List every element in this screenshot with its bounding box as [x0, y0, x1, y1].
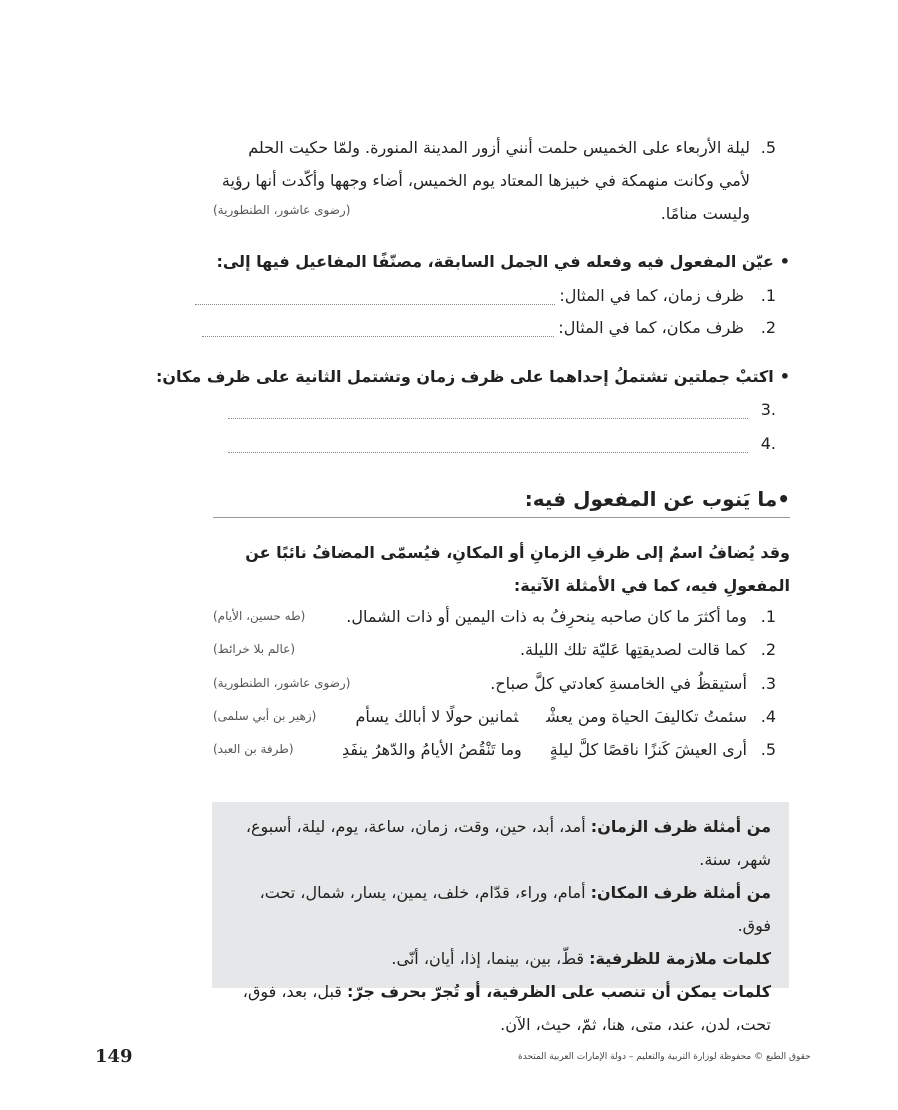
verse-hemistich-2: وما تَنْقُصُ الأيامُ والدّهرُ ينفَدِ	[341, 740, 522, 759]
section-divider	[213, 517, 790, 518]
example-text	[346, 607, 776, 626]
copyright-note: حقوق الطبع © محفوظة لوزارة التربية والتعليم – دولة الإمارات العربية المتحدة	[518, 1052, 811, 1062]
example-text	[490, 674, 776, 693]
answer-line-4[interactable]	[228, 434, 776, 453]
verse-hemistich-1: سئمتُ تكاليفَ الحياة ومن يعشْ	[546, 707, 747, 726]
source-citation: (طرفة بن العبد)	[213, 742, 294, 756]
example-text	[520, 640, 776, 659]
instruction-text: اكتبْ جملتين تشتملُ إحداهما على ظرف زمان وتشتمل الثانية على ظرف مكان:	[155, 367, 774, 386]
item-number: 4.	[760, 707, 776, 726]
source-citation: (عالم بلا خرائط)	[213, 642, 296, 656]
item-number: 2.	[760, 318, 776, 337]
dotted-fill-line[interactable]	[202, 322, 554, 337]
place-adverbs-label: من أمثلة ظرف المكان:	[590, 883, 771, 902]
info-box-content	[226, 810, 771, 1041]
bullet-icon: •	[779, 367, 790, 386]
example-row-3	[213, 674, 776, 704]
fixed-adverbs-line	[226, 942, 771, 975]
source-citation: (زهير بن أبي سلمى)	[213, 709, 317, 723]
example-row-2	[213, 640, 776, 670]
instruction-task-1	[216, 252, 790, 271]
answer-label: ظرف مكان، كما في المثال:	[558, 318, 744, 337]
page-number: 149	[95, 1046, 133, 1067]
bullet-icon: •	[779, 252, 790, 271]
flexible-adverbs-line	[226, 975, 771, 1041]
item-number: 5.	[760, 740, 776, 759]
example-row-4	[213, 707, 776, 737]
paragraph-text: ليلة الأربعاء على الخميس حلمت أنني أزور المدينة المنورة. ولمّا حكيت الحلم لأمي وكانت منهمكة في خبيزها المعتاد يوم الخميس، أضاء وجهها وأكّدت أنها رؤية وليست منامًا.	[221, 138, 750, 223]
example-sentence: وما أكثرَ ما كان صاحبه ينحرِفُ به ذات اليمين أو ذات الشمال.	[346, 607, 747, 626]
verse-hemistich-2: ثمانين حولًا لا أبالك يسأم	[355, 707, 519, 726]
time-adverbs-label: من أمثلة ظرف الزمان:	[590, 817, 771, 836]
source-citation: (رضوى عاشور، الطنطورية)	[213, 203, 351, 217]
fixed-adverbs-label: كلمات ملازمة للظرفية:	[589, 949, 771, 968]
example-sentence: كما قالت لصديقتِها عَليّة تلك الليلة.	[519, 640, 747, 659]
example-sentence: أستيقظُ في الخامسةِ كعادتي كلَّ صباح.	[490, 674, 747, 693]
place-adverbs-list: أمام، وراء، قدّام، خلف، يمين، يسار، شمال، تحت، فوق.	[259, 883, 771, 935]
info-box	[212, 802, 789, 1034]
section-intro: وقد يُضافُ اسمٌ إلى ظرفِ الزمانِ أو المكانِ، فيُسمّى المضافُ نائبًا عن المفعولِ فيه، كما في الأمثلة الآتية:	[245, 543, 790, 595]
answer-line-2[interactable]	[202, 318, 776, 337]
section-title: •ما يَنوب عن المفعول فيه:	[524, 487, 790, 511]
time-adverbs-list: أمد، أبد، حين، وقت، زمان، ساعة، يوم، ليلة، أسبوع، شهر، سنة.	[245, 817, 771, 869]
dotted-fill-line[interactable]	[195, 290, 555, 305]
example-text	[342, 740, 776, 759]
dotted-fill-line[interactable]	[228, 438, 748, 453]
dotted-fill-line[interactable]	[228, 404, 748, 419]
answer-label: ظرف زمان، كما في المثال:	[559, 286, 744, 305]
item-number: .4	[760, 434, 776, 453]
flexible-adverbs-label: كلمات يمكن أن تنصب على الظرفية، أو تُجرّ بحرف جرّ:	[347, 982, 771, 1001]
time-adverbs-line	[226, 810, 771, 876]
instruction-text: عيّن المفعول فيه وفعله في الجمل السابقة، مصنّفًا المفاعيل فيها إلى:	[216, 252, 774, 271]
verse-hemistich-1: أرى العيشَ كَنزًا ناقصًا كلَّ ليلةٍ	[549, 740, 747, 759]
source-citation: (طه حسين، الأيام)	[213, 609, 306, 623]
item-number: .3	[760, 400, 776, 419]
answer-line-3[interactable]	[228, 400, 776, 419]
flexible-adverbs-list: قبل، بعد، فوق، تحت، لدن، عند، متى، هنا، ثمّ، حيث، الآن.	[242, 982, 771, 1034]
example-text	[355, 707, 776, 726]
fixed-adverbs-list: قطّ، بين، بينما، إذا، أيان، أنّى.	[391, 949, 585, 968]
item-number: 3.	[760, 674, 776, 693]
item-number: 2.	[760, 640, 776, 659]
instruction-task-2	[156, 367, 790, 386]
item-number: 1.	[760, 286, 776, 305]
example-row-1	[213, 607, 776, 637]
item-number: 5.	[760, 138, 776, 157]
answer-line-1[interactable]	[195, 286, 776, 305]
item-number: 1.	[760, 607, 776, 626]
place-adverbs-line	[226, 876, 771, 942]
example-row-5	[213, 740, 776, 770]
source-citation: (رضوى عاشور، الطنطورية)	[213, 676, 351, 690]
